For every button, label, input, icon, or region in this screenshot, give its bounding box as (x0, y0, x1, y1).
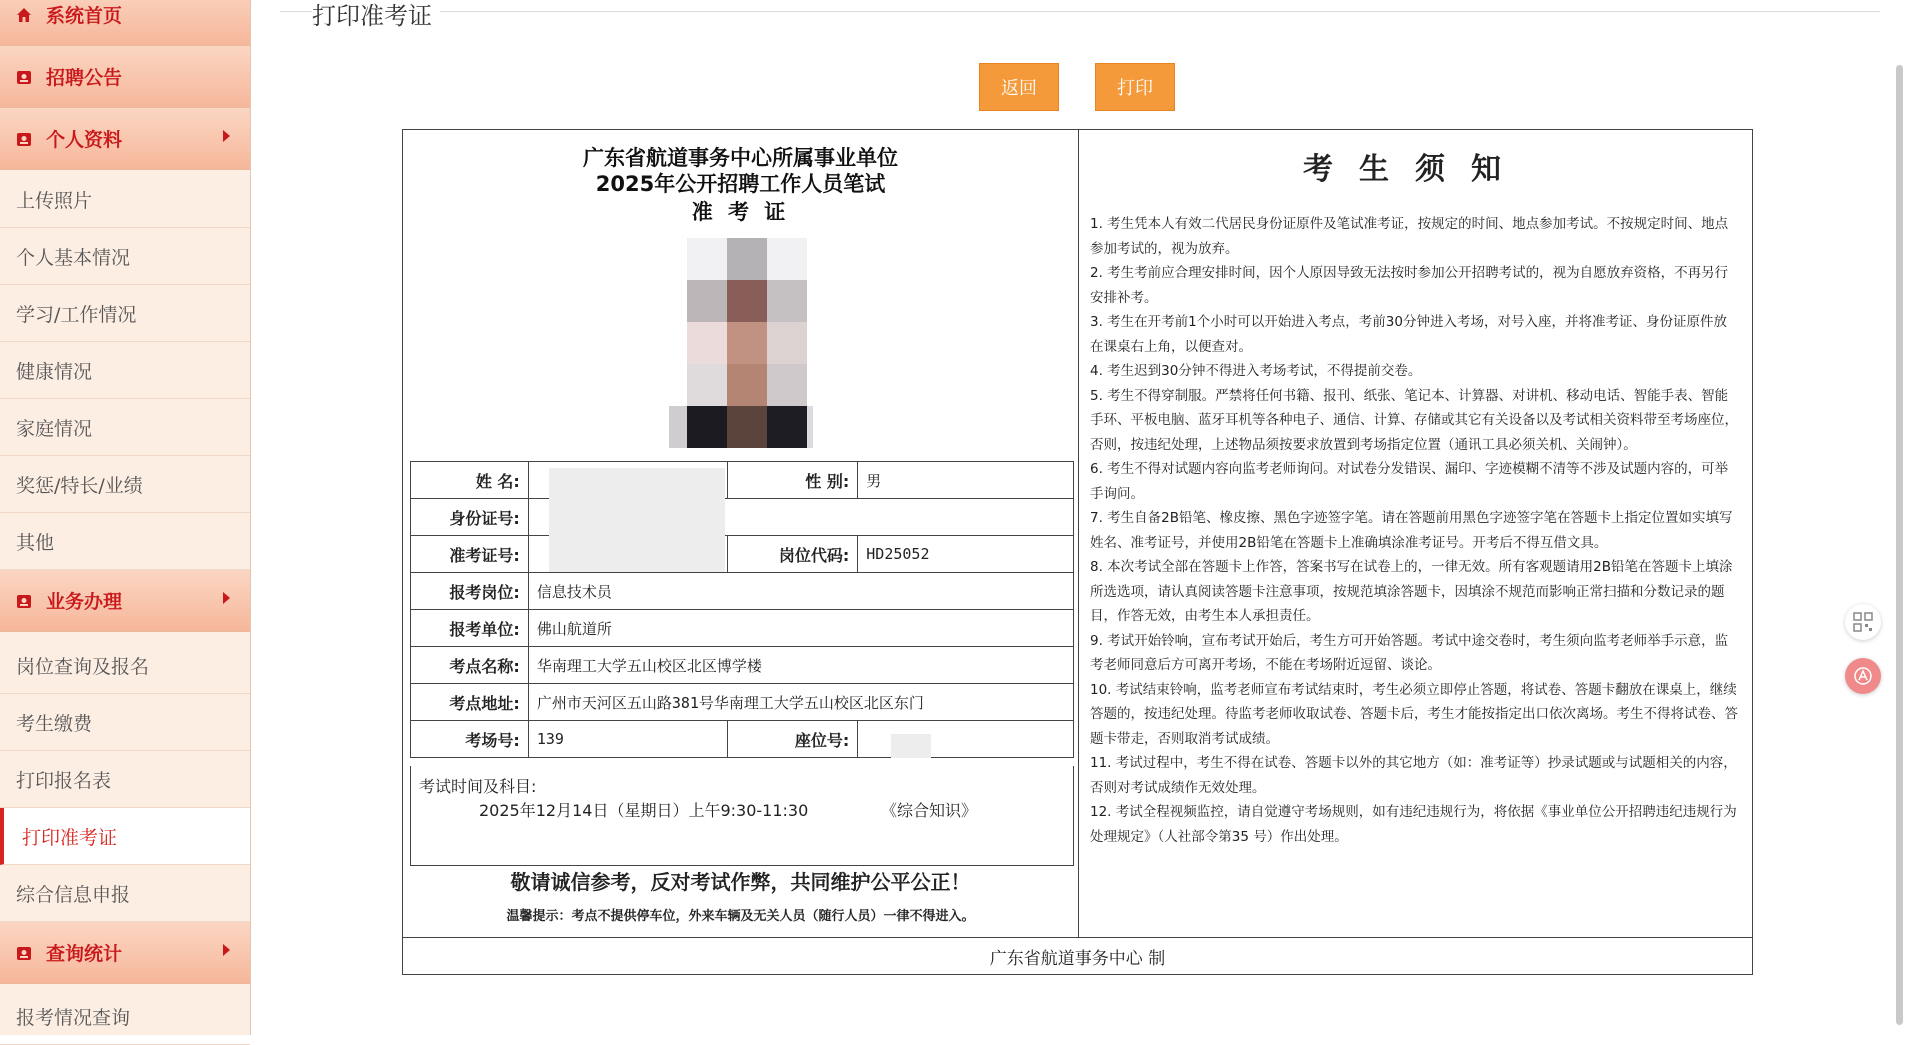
ticket-heading-1: 广东省航道事务中心所属事业单位 (583, 146, 898, 170)
table-row (411, 647, 1074, 684)
unit-value: 佛山航道所 (528, 610, 1073, 647)
site-value: 华南理工大学五山校区北区博学楼 (528, 647, 1073, 684)
print-button[interactable]: 打印 (1095, 63, 1175, 111)
sidebar-item-payment[interactable]: 考生缴费 (0, 694, 250, 751)
id-label: 身份证号: (411, 499, 529, 536)
unit-label: 报考单位: (411, 610, 529, 647)
ticket-heading-2: 2025年公开招聘工作人员笔试 (595, 172, 886, 196)
title-divider (280, 11, 1880, 12)
nav-query-label: 查询统计 (46, 943, 123, 965)
notice-title: 考生须知 (1303, 152, 1527, 187)
sidebar-item-other[interactable]: 其他 (0, 513, 250, 570)
room-value: 139 (528, 721, 728, 758)
list-item: 7. 考生自备2B铅笔、橡皮擦、黑色字迹签字笔。请在答题前用黑色字迹签字笔在答题卡上指定位置如实填写姓名、准考证号，并使用2B铅笔在答题卡上准确填涂准考证号。开考后不得互借文具。 (1090, 510, 1733, 551)
list-item: 11. 考试过程中，考生不得在试卷、答题卡以外的其它地方（如：准考证等）抄录试题或与试题相关的内容，否则对考试成绩作无效处理。 (1090, 755, 1737, 796)
list-item: 9. 考试开始铃响，宣布考试开始后，考生方可开始答题。考试中途交卷时，考生须向监考老师举手示意，监考老师同意后方可离开考场，不能在考场附近逗留、谈论。 (1090, 632, 1729, 673)
list-item: 8. 本次考试全部在答题卡上作答，答案书写在试卷上的，一律无效。所有客观题请用2B铅笔在答题卡上填涂所选选项，请认真阅读答题卡注意事项，按规范填涂答题卡，因填涂不规范而影响正常扫描和分数记录的题目，作答无效，由考生本人承担责任。 (1090, 559, 1733, 624)
ticket-no-label: 准考证号: (411, 536, 529, 573)
sidebar-item-apply-status[interactable]: 报考情况查询 (0, 988, 250, 1045)
post-label: 报考岗位: (411, 573, 529, 610)
sidebar-item-print-ticket[interactable]: 打印准考证 (0, 808, 250, 865)
table-row (411, 610, 1074, 647)
address-label: 考点地址: (411, 684, 529, 721)
user-card-icon (16, 593, 32, 609)
back-button[interactable]: 返回 (979, 63, 1059, 111)
notice-icon (16, 69, 32, 85)
sidebar-item-basic-info[interactable]: 个人基本情况 (0, 228, 250, 285)
page-title: 打印准考证 (312, 0, 440, 31)
list-item: 12. 考试全程视频监控，请自觉遵守考场规则，如有违纪违规行为，将依据《事业单位公开招聘违纪违规行为处理规定》（人社部令第35 号）作出处理。 (1090, 804, 1737, 845)
sidebar-item-post-query[interactable]: 岗位查询及报名 (0, 637, 250, 694)
ticket-right-panel (1078, 130, 1752, 938)
qr-code-icon[interactable] (1845, 604, 1881, 640)
sidebar-item-family[interactable]: 家庭情况 (0, 399, 250, 456)
nav-home[interactable] (0, 0, 250, 46)
caret-right-icon (223, 944, 230, 956)
exam-subject-value: 《综合知识》 (881, 801, 978, 820)
candidate-info-table (410, 461, 1074, 758)
nav-personal[interactable] (0, 108, 250, 170)
room-label: 考场号: (411, 721, 529, 758)
table-row (411, 721, 1074, 758)
list-item: 3. 考生在开考前1个小时可以开始进入考点，考前30分钟进入考场，对号入座，并将准考证、身份证原件放在课桌右上角，以便查对。 (1090, 314, 1727, 355)
ticket-footer: 广东省航道事务中心 制 (403, 937, 1752, 975)
table-row (411, 684, 1074, 721)
user-card-icon (16, 131, 32, 147)
redaction-mask (549, 468, 725, 572)
table-row (411, 462, 1074, 499)
redaction-mask (891, 734, 931, 758)
sidebar-item-info-declare[interactable]: 综合信息申报 (0, 865, 250, 922)
gender-label: 性 别: (728, 462, 858, 499)
user-card-icon (16, 945, 32, 961)
nav-business-label: 业务办理 (46, 591, 123, 613)
exam-time-label: 考试时间及科目: (419, 777, 537, 796)
notice-list (1090, 212, 1740, 849)
table-row (411, 536, 1074, 573)
post-code-label: 岗位代码: (728, 536, 858, 573)
list-item: 1. 考生凭本人有效二代居民身份证原件及笔试准考证，按规定的时间、地点参加考试。不按规定时间、地点参加考试的，视为放弃。 (1090, 216, 1729, 257)
parking-tip: 温馨提示：考点不提供停车位，外来车辆及无关人员（随行人员）一律不得进入。 (506, 909, 975, 924)
name-label: 姓 名: (411, 462, 529, 499)
ticket-left-panel (403, 130, 1079, 938)
list-item: 5. 考生不得穿制服。严禁将任何书籍、报刊、纸张、笔记本、计算器、对讲机、移动电话、智能手表、智能手环、平板电脑、蓝牙耳机等各种电子、通信、计算、存储或其它有关设备以及考试相关资料带至考场座位，否则，按违纪处理，上述物品须按要求放置到考场指定位置（通讯工具必须关机、关闹钟）。 (1090, 387, 1738, 453)
exam-time-box (410, 766, 1074, 866)
address-value: 广州市天河区五山路381号华南理工大学五山校区北区东门 (528, 684, 1073, 721)
sidebar (0, 0, 251, 1035)
seat-label: 座位号: (728, 721, 858, 758)
admission-ticket (402, 129, 1753, 975)
list-item: 6. 考生不得对试题内容向监考老师询问。对试卷分发错误、漏印、字迹模糊不清等不涉及试题内容的，可举手询问。 (1090, 461, 1729, 502)
nav-personal-label: 个人资料 (46, 129, 123, 151)
gender-value: 男 (858, 462, 1074, 499)
nav-business[interactable] (0, 570, 250, 632)
site-label: 考点名称: (411, 647, 529, 684)
sidebar-item-upload-photo[interactable]: 上传照片 (0, 171, 250, 228)
page-scrollbar[interactable] (1896, 65, 1903, 1025)
post-value: 信息技术员 (528, 573, 1073, 610)
translate-icon[interactable] (1845, 658, 1881, 694)
sidebar-item-awards[interactable]: 奖惩/特长/业绩 (0, 456, 250, 513)
home-icon (16, 7, 32, 23)
table-row (411, 573, 1074, 610)
candidate-photo (669, 238, 813, 448)
caret-right-icon (223, 592, 230, 604)
nav-announcement[interactable] (0, 46, 250, 108)
table-row (411, 499, 1074, 536)
caret-right-icon (223, 130, 230, 142)
sidebar-item-study-work[interactable]: 学习/工作情况 (0, 285, 250, 342)
exam-time-value: 2025年12月14日（星期日）上午9:30-11:30 (479, 801, 809, 820)
nav-announcement-label: 招聘公告 (46, 67, 123, 89)
sidebar-item-health[interactable]: 健康情况 (0, 342, 250, 399)
sidebar-item-print-form[interactable]: 打印报名表 (0, 751, 250, 808)
list-item: 10. 考试结束铃响，监考老师宣布考试结束时，考生必须立即停止答题，将试卷、答题卡翻放在课桌上，继续答题的，按违纪处理。待监考老师收取试卷、答题卡后，考生才能按指定出口依次离场。考生不得将试卷、答题卡带走，否则取消考试成绩。 (1090, 681, 1738, 747)
ticket-heading-3: 准 考 证 (691, 200, 790, 224)
list-item: 4. 考生迟到30分钟不得进入考场考试，不得提前交卷。 (1090, 363, 1422, 379)
nav-query[interactable] (0, 922, 250, 984)
list-item: 2. 考生考前应合理安排时间，因个人原因导致无法按时参加公开招聘考试的，视为自愿放弃资格，不再另行安排补考。 (1090, 265, 1729, 306)
nav-home-label: 系统首页 (46, 5, 123, 27)
post-code-value: HD25052 (858, 536, 1074, 573)
integrity-slogan: 敬请诚信参考，反对考试作弊，共同维护公平公正！ (510, 870, 971, 894)
